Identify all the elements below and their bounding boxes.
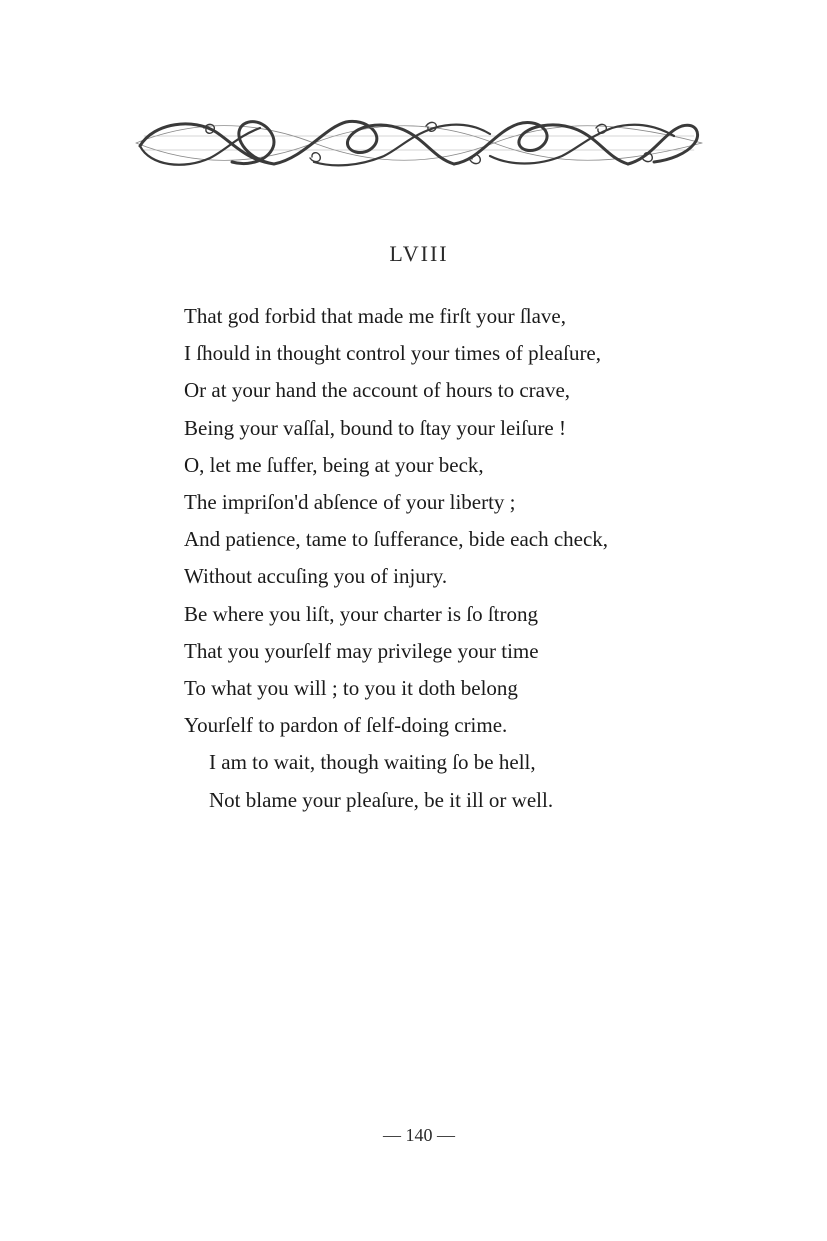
flourish-ornament-icon	[134, 112, 704, 174]
page-number: — 140 —	[383, 1125, 455, 1145]
poem-line: Being your vaſſal, bound to ſtay your leiſure !	[184, 415, 566, 440]
poem-line: And patience, tame to ſufferance, bide each check,	[184, 527, 609, 552]
poem-line: The impriſon'd abſence of your liberty ;	[184, 490, 516, 515]
poem-line: O, let me ſuffer, being at your beck,	[184, 452, 484, 477]
poem-line: To what you will ; to you it doth belong	[184, 676, 518, 701]
poem-line: Without accuſing you of injury.	[184, 564, 448, 589]
poem-line: That god forbid that made me firſt your ſlave,	[184, 304, 566, 328]
poem-line: I ſhould in thought control your times of pleaſure,	[184, 341, 602, 366]
couplet-line: I am to wait, though waiting ſo be hell,	[209, 750, 536, 775]
section-heading: LVIII	[389, 241, 449, 266]
poem-body	[184, 298, 744, 819]
poem-line: Or at your hand the account of hours to crave,	[184, 378, 571, 403]
poem-line: Yourſelf to pardon of ſelf-doing crime.	[184, 713, 508, 738]
poem-line: That you yourſelf may privilege your time	[184, 638, 539, 663]
poem-line: Be where you liſt, your charter is ſo ſtrong	[184, 601, 538, 626]
couplet-line: Not blame your pleaſure, be it ill or well.	[209, 787, 554, 812]
